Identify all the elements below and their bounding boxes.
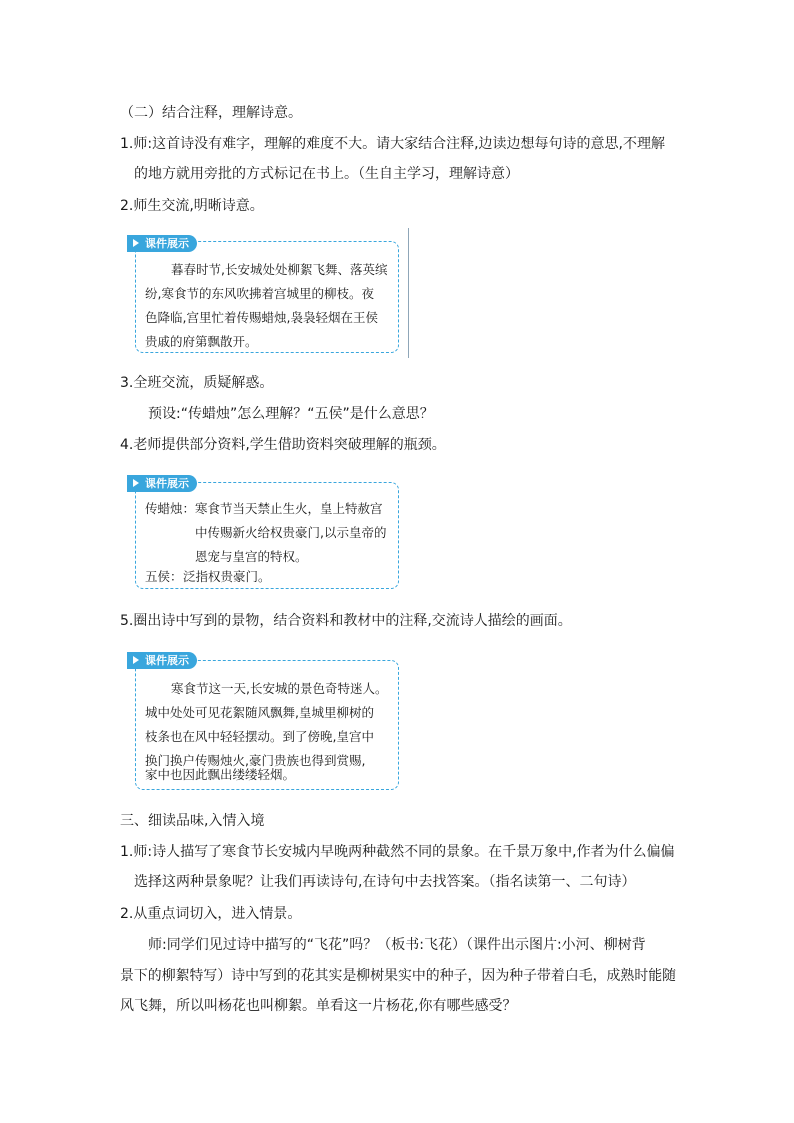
glossary-term: 传蜡烛： (145, 501, 196, 516)
box-text-line: 暮春时节,长安城处处柳絮飞舞、落英缤 (171, 262, 388, 277)
courseware-tag-label: 课件展示 (145, 477, 189, 490)
paragraph-line: 5.圈出诗中写到的景物，结合资料和教材中的注释,交流诗人描绘的画面。 (120, 613, 572, 629)
section-heading: 三、细读品味,入情入境 (120, 813, 265, 829)
play-arrow-icon (133, 656, 139, 664)
courseware-tag (127, 652, 197, 669)
paragraph-line: 风飞舞，所以叫杨花也叫柳絮。单看这一片杨花,你有哪些感受？ (120, 998, 517, 1014)
play-arrow-icon (133, 479, 139, 487)
paragraph-line: 2.师生交流,明晰诗意。 (120, 198, 264, 214)
paragraph-line: 景下的柳絮特写）诗中写到的花其实是柳树果实中的种子，因为种子带着白毛，成熟时能随 (120, 968, 677, 984)
courseware-tag (127, 235, 197, 252)
paragraph-line: 选择这两种景象呢？让我们再读诗句,在诗句中去找答案。（指名读第一、二句诗） (134, 874, 636, 890)
box-text-line: 换门换户传赐烛火,豪门贵族也得到赏赐, (145, 753, 366, 768)
glossary-definition: 寒食节当天禁止生火，皇上特赦宫 (195, 501, 383, 516)
glossary-definition: 中传赐新火给权贵豪门,以示皇帝的 (195, 525, 387, 540)
courseware-tag (127, 475, 197, 492)
paragraph-line: 4.老师提供部分资料,学生借助资料突破理解的瓶颈。 (120, 437, 446, 453)
paragraph-line: 2.从重点词切入，进入情景。 (120, 906, 302, 922)
paragraph-line: 师:同学们见过诗中描写的“飞花”吗？（板书:飞花）（课件出示图片:小河、柳树背 (148, 937, 646, 953)
paragraph-line: 预设:“传蜡烛”怎么理解？“五侯”是什么意思？ (148, 406, 434, 422)
box-text-line: 家中也因此飘出缕缕轻烟。 (145, 767, 296, 782)
margin-rule (408, 228, 409, 358)
box-text-line: 枝条也在风中轻轻摆动。到了傍晚,皇宫中 (145, 729, 374, 744)
box-text-line: 贵戚的府第飘散开。 (145, 334, 258, 349)
paragraph-line: 1.师:这首诗没有难字，理解的难度不大。请大家结合注释,边读边想每句诗的意思,不理解 (120, 136, 665, 152)
glossary-definition: 恩宠与皇宫的特权。 (195, 549, 308, 564)
glossary-definition: 泛指权贵豪门。 (183, 569, 271, 584)
box-text-line: 城中处处可见花絮随风飘舞,皇城里柳树的 (145, 705, 374, 720)
paragraph-line: 1.师:诗人描写了寒食节长安城内早晚两种截然不同的景象。在千景万象中,作者为什么偏偏 (120, 844, 675, 860)
box-text-line: 色降临,宫里忙着传赐蜡烛,袅袅轻烟在王侯 (145, 310, 378, 325)
courseware-tag-label: 课件展示 (145, 237, 189, 250)
glossary-term: 五侯： (145, 569, 183, 584)
box-text-line: 纷,寒食节的东风吹拂着宫城里的柳枝。夜 (145, 286, 374, 301)
paragraph-line: 的地方就用旁批的方式标记在书上。（生自主学习，理解诗意） (134, 166, 519, 182)
section-heading: （二）结合注释，理解诗意。 (120, 105, 302, 121)
play-arrow-icon (133, 239, 139, 247)
courseware-tag-label: 课件展示 (145, 654, 189, 667)
box-text-line: 寒食节这一天,长安城的景色奇特迷人。 (171, 681, 388, 696)
paragraph-line: 3.全班交流，质疑解惑。 (120, 375, 274, 391)
